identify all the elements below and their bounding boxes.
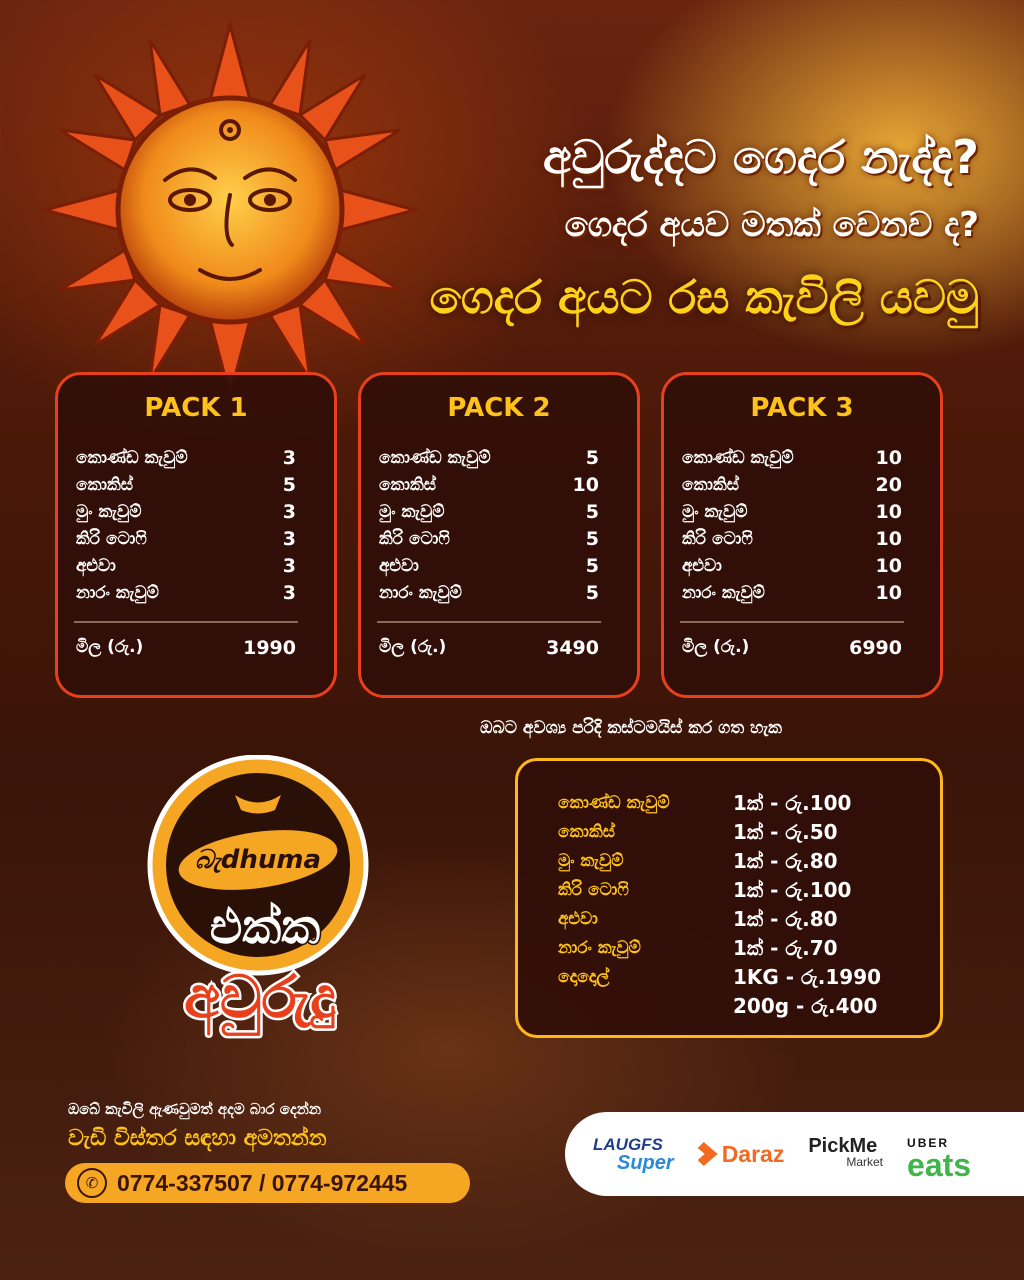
pack-price-row xyxy=(379,637,599,659)
item-name: අළුවා xyxy=(379,556,419,576)
pack-item-row xyxy=(682,526,902,553)
item-name: අළුවා xyxy=(76,556,116,576)
custom-item-price: 200g - රු.400 xyxy=(733,994,878,1018)
headline-line-2: ගෙදර අයව මතක් වෙනව ද? xyxy=(564,205,979,245)
pack-item-row xyxy=(682,580,902,607)
item-qty: 3 xyxy=(282,447,296,469)
pack-price-row xyxy=(76,637,296,659)
item-name: කොණ්ඩ කැවුම් xyxy=(682,448,794,468)
item-qty: 5 xyxy=(585,501,599,523)
price-value: 3490 xyxy=(546,637,599,659)
custom-row xyxy=(558,818,940,847)
custom-item-name xyxy=(558,992,733,1021)
price-value: 1990 xyxy=(243,637,296,659)
pack-item-row xyxy=(682,553,902,580)
sun-illustration-icon xyxy=(40,20,420,400)
custom-note: ඔබට අවශ්‍ය පරිදි කස්ටමයිස් කර ගත හැක xyxy=(480,718,782,738)
headline-line-3: ගෙදර අයට රස කැවිලි යවමු xyxy=(429,270,979,324)
pack-item-row xyxy=(379,472,599,499)
price-value: 6990 xyxy=(849,637,902,659)
item-qty: 10 xyxy=(875,555,902,577)
item-qty: 5 xyxy=(282,474,296,496)
item-name: නාරං කැවුම් xyxy=(76,583,159,603)
pack-card-1 xyxy=(55,372,337,698)
custom-item-price: 1ක් - රු.80 xyxy=(733,907,838,931)
item-qty: 10 xyxy=(875,501,902,523)
custom-row xyxy=(558,992,940,1021)
pack-item-row xyxy=(379,445,599,472)
pack-card-3 xyxy=(661,372,943,698)
item-name: කොකිස් xyxy=(682,475,740,495)
custom-row xyxy=(558,876,940,905)
custom-row xyxy=(558,934,940,963)
custom-item-name: කිරි ටොෆි xyxy=(558,880,629,900)
item-qty: 10 xyxy=(875,528,902,550)
daraz-logo[interactable] xyxy=(698,1141,785,1168)
pack-card-2 xyxy=(358,372,640,698)
custom-row xyxy=(558,905,940,934)
item-name: කිරි ටොෆි xyxy=(76,529,147,549)
custom-item-price: 1ක් - රු.100 xyxy=(733,878,852,902)
phone-numbers[interactable]: 0774-337507 / 0774-972445 xyxy=(117,1169,408,1196)
pickme-market-text: Market xyxy=(846,1155,884,1169)
price-label: මිල (රු.) xyxy=(379,637,447,657)
pack-item-row xyxy=(76,499,296,526)
uber-text: UBER xyxy=(907,1136,950,1150)
item-name: කොකිස් xyxy=(379,475,437,495)
item-name: කොණ්ඩ කැවුම් xyxy=(76,448,188,468)
daraz-text: Daraz xyxy=(721,1140,785,1167)
custom-row xyxy=(558,789,940,818)
custom-price-card xyxy=(515,758,943,1038)
item-name: මුං කැවුම් xyxy=(682,502,748,522)
phone-icon: ✆ xyxy=(77,1168,107,1198)
pickme-market-logo[interactable] xyxy=(808,1135,884,1170)
custom-item-price: 1ක් - රු.80 xyxy=(733,849,838,873)
divider xyxy=(74,621,298,623)
pack-item-row xyxy=(76,580,296,607)
item-name: කොකිස් xyxy=(76,475,134,495)
custom-item-price: 1KG - රු.1990 xyxy=(733,965,882,989)
item-name: කිරි ටොෆි xyxy=(379,529,450,549)
price-label: මිල (රු.) xyxy=(76,637,144,657)
brand-logo xyxy=(140,755,390,1045)
contact-line-1: ඔබේ කැවිලි ඇණවුමත් අදම බාර දෙන්න xyxy=(68,1100,322,1118)
custom-item-price: 1ක් - රු.50 xyxy=(733,820,838,844)
pack-title: PACK 1 xyxy=(144,393,248,423)
pack-price-row xyxy=(682,637,902,659)
pack-item-row xyxy=(379,580,599,607)
logo-line-2: අවුරුදු xyxy=(184,963,336,1031)
pack-item-row xyxy=(76,472,296,499)
item-qty: 3 xyxy=(282,501,296,523)
item-name: නාරං කැවුම් xyxy=(682,583,765,603)
partner-logos xyxy=(565,1112,1024,1196)
custom-item-price: 1ක් - රු.100 xyxy=(733,791,852,815)
item-qty: 10 xyxy=(572,474,599,496)
pack-item-row xyxy=(379,526,599,553)
logo-line-1: එක්ක xyxy=(209,899,321,955)
item-name: කිරි ටොෆි xyxy=(682,529,753,549)
logo-brand-text: බැdhuma xyxy=(194,845,322,875)
divider xyxy=(377,621,601,623)
pickme-text: PickMe xyxy=(808,1135,878,1157)
phone-bar[interactable] xyxy=(65,1163,470,1203)
laugfs-text: LAUGFS xyxy=(593,1135,663,1154)
headline-line-1: අවුරුද්දට ගෙදර නැද්ද? xyxy=(543,130,979,184)
custom-row xyxy=(558,963,940,992)
pack-item-row xyxy=(682,499,902,526)
pack-item-row xyxy=(76,526,296,553)
item-qty: 10 xyxy=(875,447,902,469)
pack-title: PACK 2 xyxy=(447,393,551,423)
divider xyxy=(680,621,904,623)
item-qty: 10 xyxy=(875,582,902,604)
daraz-icon xyxy=(698,1142,718,1166)
item-qty: 3 xyxy=(282,582,296,604)
uber-eats-logo[interactable] xyxy=(907,1132,972,1183)
eats-text: eats xyxy=(907,1147,972,1183)
item-name: අළුවා xyxy=(682,556,722,576)
item-name: මුං කැවුම් xyxy=(379,502,445,522)
item-qty: 3 xyxy=(282,555,296,577)
item-qty: 5 xyxy=(585,528,599,550)
custom-item-name: මුං කැවුම් xyxy=(558,851,624,871)
pack-title: PACK 3 xyxy=(750,393,854,423)
item-name: කොණ්ඩ කැවුම් xyxy=(379,448,491,468)
custom-item-name: අළුවා xyxy=(558,909,598,929)
custom-item-name: කොකිස් xyxy=(558,822,616,842)
pack-item-row xyxy=(682,445,902,472)
custom-item-name: කොණ්ඩ කැවුම් xyxy=(558,793,670,813)
pack-item-row xyxy=(76,553,296,580)
contact-line-2: වැඩි විස්තර සඳහා අමතන්න xyxy=(68,1126,327,1151)
pack-item-row xyxy=(379,499,599,526)
price-label: මිල (රු.) xyxy=(682,637,750,657)
custom-item-name: දොදොල් xyxy=(558,967,610,987)
item-qty: 5 xyxy=(585,582,599,604)
item-qty: 3 xyxy=(282,528,296,550)
item-qty: 5 xyxy=(585,555,599,577)
laugfs-super-logo[interactable] xyxy=(593,1136,674,1172)
item-name: මුං කැවුම් xyxy=(76,502,142,522)
laugfs-super-text: Super xyxy=(617,1152,674,1174)
pack-item-row xyxy=(76,445,296,472)
item-qty: 5 xyxy=(585,447,599,469)
custom-item-price: 1ක් - රු.70 xyxy=(733,936,838,960)
item-qty: 20 xyxy=(875,474,902,496)
custom-row xyxy=(558,847,940,876)
custom-item-name: නාරං කැවුම් xyxy=(558,938,641,958)
item-name: නාරං කැවුම් xyxy=(379,583,462,603)
pack-item-row xyxy=(682,472,902,499)
pack-item-row xyxy=(379,553,599,580)
